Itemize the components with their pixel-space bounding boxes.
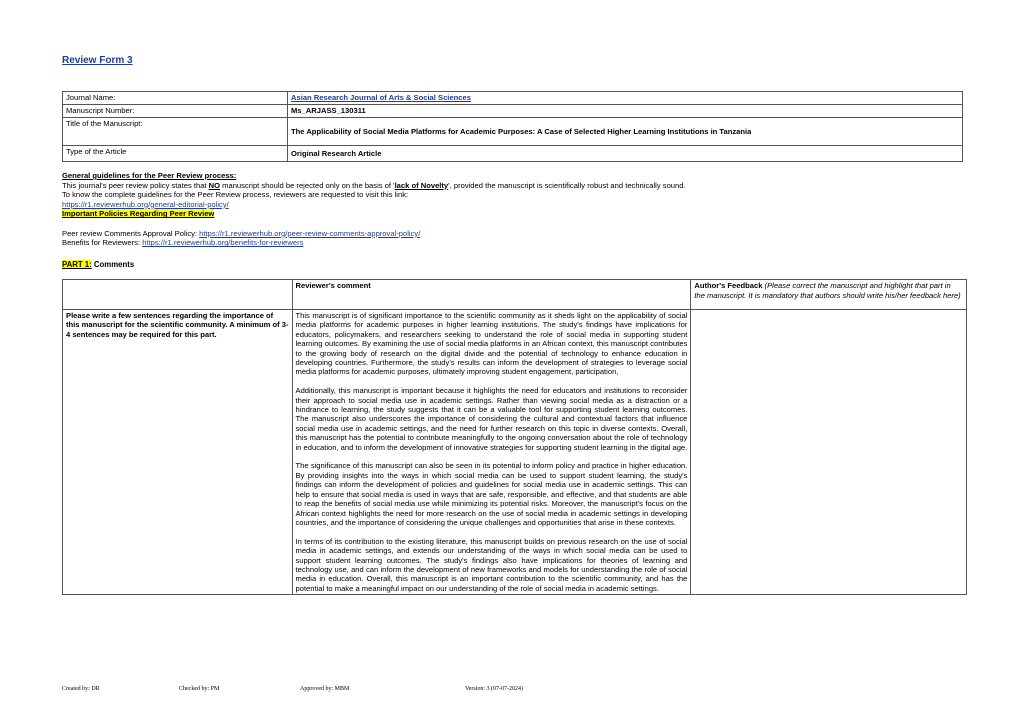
manuscript-info-table [62,91,963,162]
comment-paragraph-3: The significance of this manuscript can also be seen in its potential to inform policy and practice in higher education. By providing insights into the ways in which social media can be used to support student learning, the study's findings can inform the development of policies and guidelines for social media use in academic settings. This can help to ensure that social media is used in ways that are safe, responsible, and effective, and that students are able to reap the benefits of social media use while minimizing its potential risks. Moreover, the manuscript's focus on the African context highlights the need for more research on the use of social media in academic settings in developing countries, and the importance of considering the unique challenges and opportunities that arise in these contexts. [295,461,688,527]
comments-policy-link[interactable]: https://r1.reviewerhub.org/peer-review-comments-approval-policy/ [199,228,421,238]
guidelines-line-2: To know the complete guidelines for the Peer Review process, reviewers are requested to visit this link: [62,190,409,200]
manuscript-number-label: Manuscript Number: [63,105,288,118]
manuscript-number-value: Ms_ARJASS_130311 [288,105,963,118]
no-emphasis: NO [208,180,221,190]
footer-checked-by: Checked by: PM [179,686,220,692]
guidelines-heading: General guidelines for the Peer Review process: [62,171,237,180]
title-label: Title of the Manuscript: [63,118,288,146]
guidelines-section [62,171,962,248]
part-1-heading: PART 1: Comments [62,260,135,269]
comment-paragraph-4: In terms of its contribution to the existing literature, this manuscript builds on previous research on the use of social media in academic settings, and extends our understanding of the ways in which social media can be used to support student learning outcomes. The study's findings also have implications for theories of learning and technology use, and can inform the development of new frameworks and models for understanding the role of social media in education. Overall, this manuscript is an important contribution to the scientific community, and has the potential to make a meaningful impact on our understanding of the role of social media in academic settings. [295,536,688,593]
editorial-policy-link[interactable]: https://r1.reviewerhub.org/general-editorial-policy/ [62,199,229,209]
guidelines-line-1: This journal's peer review policy states that NO manuscript should be rejected only on the basis of 'lack of Novelty', provided the manuscript is scientifically robust and technically sound. [62,180,686,190]
title-value: The Applicability of Social Media Platforms for Academic Purposes: A Case of Selected Higher Learning Institutions in Tanzania [288,118,963,146]
comments-policy-line: Peer review Comments Approval Policy: https://r1.reviewerhub.org/peer-review-comments-approval-policy/ [62,228,421,238]
journal-name-link[interactable]: Asian Research Journal of Arts & Social Sciences [291,93,471,102]
author-feedback-header: Author's Feedback (Please correct the manuscript and highlight that part in the manuscript. It is mandatory that authors should write his/her feedback here) [691,280,967,310]
footer-created-by: Created by: DR [62,686,100,692]
important-policies-heading: Important Policies Regarding Peer Review [62,209,215,219]
footer-version: Version: 3 (07-07-2024) [465,686,523,692]
footer-approved-by: Approved by: MBM [300,686,350,692]
comment-paragraph-1: This manuscript is of significant importance to the scientific community as it sheds light on the applicability of social media platforms for academic purposes in higher learning institutions. The study's findings have implications for educators, policymakers, and researchers seeking to understand the role of social media in supporting student learning outcomes. By examining the use of social media platforms in an African context, this manuscript contributes to the growing body of research on the digital divide and the potential of technology to enhance education in developing countries. Furthermore, the study's results can inform the development of strategies to leverage social media platforms for academic purposes, ultimately improving student engagement, participation, [295,311,688,377]
comment-paragraph-2: Additionally, this manuscript is important because it highlights the need for educators and institutions to reconsider their approach to social media use in academic settings. Rather than viewing social media as a distraction or a hindrance to learning, the study suggests that it can be a valuable tool for supporting student learning outcomes. The manuscript also underscores the importance of considering the cultural and contextual factors that influence social media use in academic settings, and the need for further research on this topic in diverse contexts. Overall, this manuscript has the potential to contribute meaningfully to the ongoing conversation about the role of technology in education, and to inform the development of innovative strategies for supporting student learning in the digital age. [295,386,688,452]
benefits-line: Benefits for Reviewers: https://r1.reviewerhub.org/benefits-for-reviewers [62,238,304,248]
importance-prompt: Please write a few sentences regarding the importance of this manuscript for the scientific community. A minimum of 3-4 sentences may be required for this part. [63,310,293,595]
author-feedback-cell[interactable] [691,310,967,595]
journal-name-label: Journal Name: [63,92,288,105]
novelty-emphasis: lack of Novelty [394,180,449,190]
form-title: Review Form 3 [62,55,133,66]
journal-name-value [288,92,963,105]
article-type-value: Original Research Article [288,146,963,162]
empty-header-cell [63,280,293,310]
reviewer-comment-header: Reviewer's comment [292,280,691,310]
benefits-link[interactable]: https://r1.reviewerhub.org/benefits-for-reviewers [142,238,304,248]
comments-table [62,279,967,595]
article-type-label: Type of the Article [63,146,288,162]
reviewer-comment-cell [292,310,691,595]
